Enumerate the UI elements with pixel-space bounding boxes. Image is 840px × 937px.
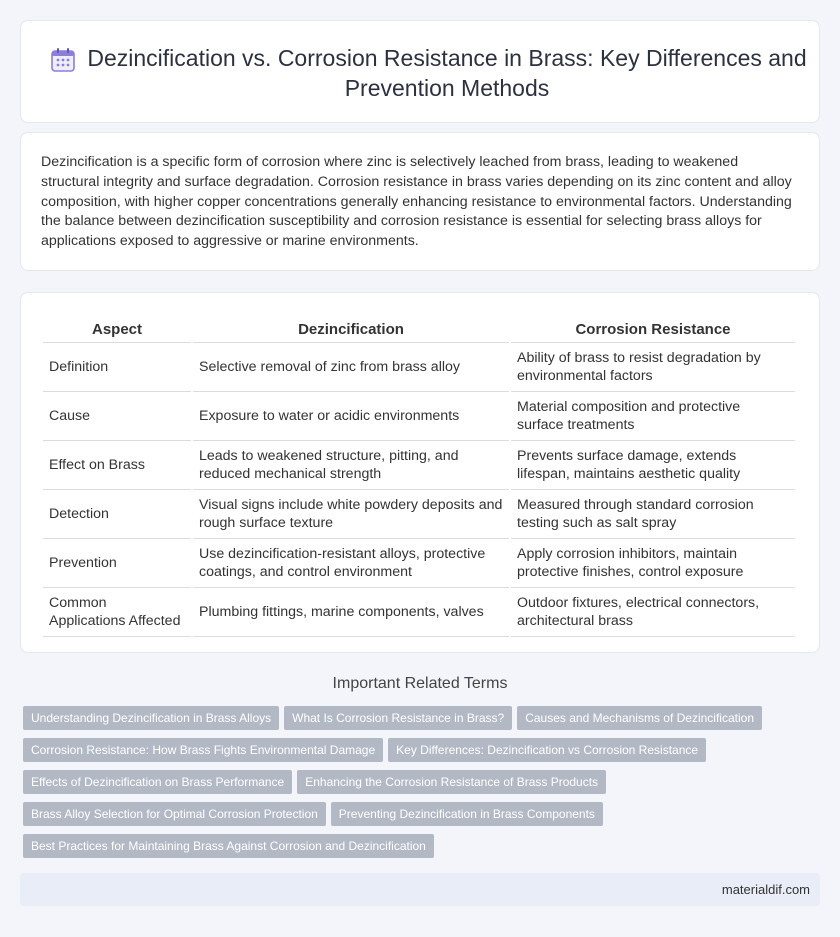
comparison-table-card	[20, 292, 820, 653]
calendar-icon	[50, 47, 76, 73]
related-term-tag[interactable]: Enhancing the Corrosion Resistance of Brass Products	[297, 770, 606, 794]
table-cell: Selective removal of zinc from brass alloy	[193, 343, 509, 392]
related-term-tag[interactable]: Key Differences: Dezincification vs Corrosion Resistance	[388, 738, 706, 762]
table-cell: Outdoor fixtures, electrical connectors, architectural brass	[511, 588, 795, 637]
column-header-aspect: Aspect	[43, 311, 191, 343]
intro-text: Dezincification is a specific form of corrosion where zinc is selectively leached from brass, leading to weakened structural integrity and surface degradation. Corrosion resistance in brass varies depending on its zinc content and alloy composition, with higher copper concentrations generally enhancing resistance to environmental factors. Understanding the balance between dezincification susceptibility and corrosion resistance is essential for selecting brass alloys for applications exposed to aggressive or marine environments.	[41, 154, 792, 250]
table-cell: Plumbing fittings, marine components, valves	[193, 588, 509, 637]
table-row	[43, 588, 795, 637]
table-row	[43, 343, 795, 392]
table-cell: Measured through standard corrosion testing such as salt spray	[511, 490, 795, 539]
intro-card	[20, 132, 820, 271]
related-term-tag[interactable]: What Is Corrosion Resistance in Brass?	[284, 706, 512, 730]
related-terms-list	[23, 706, 813, 866]
related-term-tag[interactable]: Preventing Dezincification in Brass Components	[331, 802, 603, 826]
table-cell: Visual signs include white powdery deposits and rough surface texture	[193, 490, 509, 539]
table-cell: Exposure to water or acidic environments	[193, 392, 509, 441]
column-header-dezincification: Dezincification	[193, 311, 509, 343]
related-term-tag[interactable]: Corrosion Resistance: How Brass Fights Environmental Damage	[23, 738, 383, 762]
table-row	[43, 539, 795, 588]
related-term-tag[interactable]: Causes and Mechanisms of Dezincification	[517, 706, 762, 730]
table-cell: Material composition and protective surface treatments	[511, 392, 795, 441]
table-header-row	[43, 311, 795, 343]
table-cell: Definition	[43, 343, 191, 392]
table-row	[43, 490, 795, 539]
footer-site-link[interactable]: materialdif.com	[721, 882, 810, 897]
table-cell: Effect on Brass	[43, 441, 191, 490]
table-cell: Common Applications Affected	[43, 588, 191, 637]
table-row	[43, 392, 795, 441]
table-cell: Prevents surface damage, extends lifespan, maintains aesthetic quality	[511, 441, 795, 490]
table-row	[43, 441, 795, 490]
column-header-corrosion-resistance: Corrosion Resistance	[511, 311, 795, 343]
comparison-table	[41, 311, 797, 637]
related-term-tag[interactable]: Brass Alloy Selection for Optimal Corrosion Protection	[23, 802, 326, 826]
table-cell: Ability of brass to resist degradation by environmental factors	[511, 343, 795, 392]
title-card	[20, 20, 820, 123]
table-cell: Cause	[43, 392, 191, 441]
related-terms-heading: Important Related Terms	[332, 675, 508, 692]
footer	[20, 873, 820, 906]
related-term-tag[interactable]: Understanding Dezincification in Brass Alloys	[23, 706, 279, 730]
related-term-tag[interactable]: Best Practices for Maintaining Brass Against Corrosion and Dezincification	[23, 834, 434, 858]
table-cell: Prevention	[43, 539, 191, 588]
table-cell: Detection	[43, 490, 191, 539]
table-cell: Apply corrosion inhibitors, maintain protective finishes, control exposure	[511, 539, 795, 588]
page-title: Dezincification vs. Corrosion Resistance in Brass: Key Differences and Prevention Methods	[87, 45, 807, 101]
table-cell: Use dezincification-resistant alloys, protective coatings, and control environment	[193, 539, 509, 588]
related-term-tag[interactable]: Effects of Dezincification on Brass Performance	[23, 770, 292, 794]
table-cell: Leads to weakened structure, pitting, and reduced mechanical strength	[193, 441, 509, 490]
